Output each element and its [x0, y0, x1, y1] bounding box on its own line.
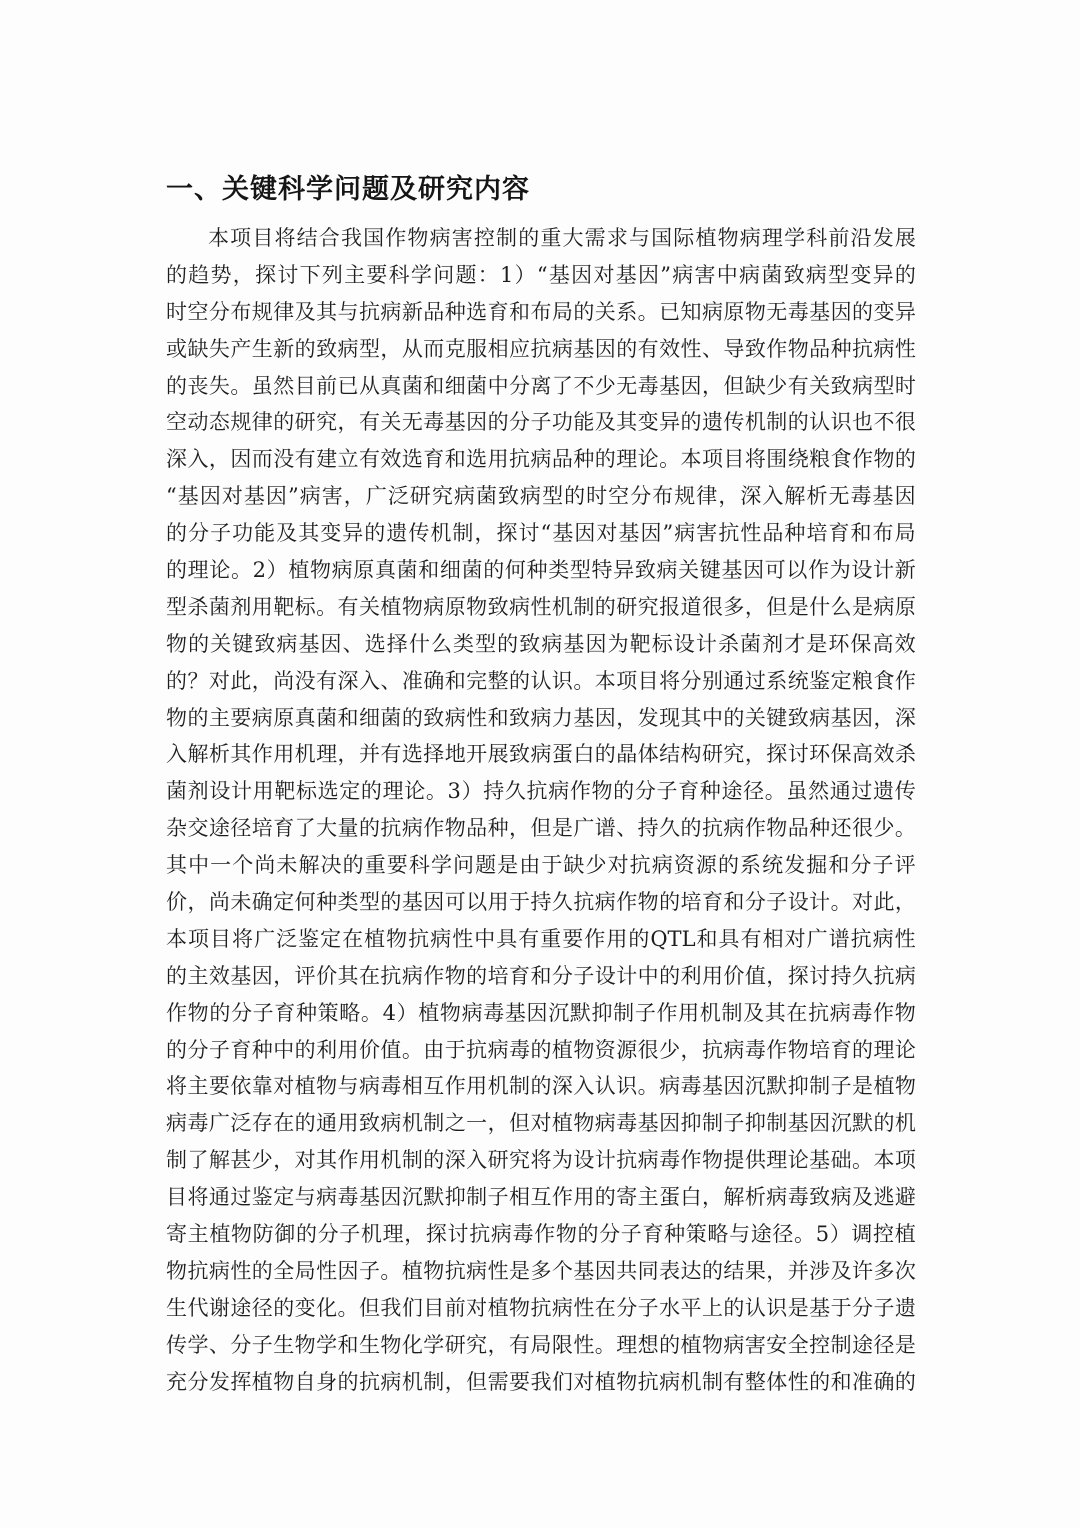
paragraph-line: 将 主 要 依 靠 对 植 物 与 病 毒 相 互 作 用 机 制 的 深 入 认 识 。 病 毒 基 因 沉 默 抑 制 子 是 植 物	[166, 1074, 916, 1099]
paragraph-line: 的 趋 势 ， 探 讨 下 列 主 要 科 学 问 题 ： 1 ） “ 基 因 对 基 因 ” 病 害 中 病 菌 致 病 型 变 异 的	[166, 262, 916, 287]
paragraph-line: 入 解 析 其 作 用 机 理 ， 并 有 选 择 地 开 展 致 病 蛋 白 的 晶 体 结 构 研 究 ， 探 讨 环 保 高 效 杀	[166, 742, 916, 767]
paragraph-line: 目 将 通 过 鉴 定 与 病 毒 基 因 沉 默 抑 制 子 相 互 作 用 的 寄 主 蛋 白 ， 解 析 病 毒 致 病 及 逃 避	[166, 1185, 916, 1210]
paragraph-line: “ 基 因 对 基 因 ” 病 害 ， 广 泛 研 究 病 菌 致 病 型 的 时 空 分 布 规 律 ， 深 入 解 析 无 毒 基 因	[166, 484, 916, 509]
paragraph-line: 杂 交 途 径 培 育 了 大 量 的 抗 病 作 物 品 种 ， 但 是 广 谱 、 持 久 的 抗 病 作 物 品 种 还 很 少 。	[166, 816, 916, 841]
paragraph-line: 的 分 子 功 能 及 其 变 异 的 遗 传 机 制 ， 探 讨 “ 基 因 对 基 因 ” 病 害 抗 性 品 种 培 育 和 布 局	[166, 521, 916, 546]
paragraph-line: 物 的 主 要 病 原 真 菌 和 细 菌 的 致 病 性 和 致 病 力 基 因 ， 发 现 其 中 的 关 键 致 病 基 因 ， 深	[166, 705, 916, 730]
paragraph-line: 其 中 一 个 尚 未 解 决 的 重 要 科 学 问 题 是 由 于 缺 少 对 抗 病 资 源 的 系 统 发 掘 和 分 子 评	[166, 853, 916, 878]
paragraph-line: 的 ？ 对 此 ， 尚 没 有 深 入 、 准 确 和 完 整 的 认 识 。 本 项 目 将 分 别 通 过 系 统 鉴 定 粮 食 作	[166, 668, 916, 693]
section-heading: 一、关键科学问题及研究内容	[166, 174, 530, 205]
paragraph-line: 菌 剂 设 计 用 靶 标 选 定 的 理 论 。 3 ） 持 久 抗 病 作 物 的 分 子 育 种 途 径 。 虽 然 通 过 遗 传	[166, 779, 916, 804]
paragraph-line: 制 了 解 甚 少 ， 对 其 作 用 机 制 的 深 入 研 究 将 为 设 计 抗 病 毒 作 物 提 供 理 论 基 础 。 本 项	[166, 1148, 916, 1173]
paragraph-line: 充 分 发 挥 植 物 自 身 的 抗 病 机 制 ， 但 需 要 我 们 对 植 物 抗 病 机 制 有 整 体 性 的 和 准 确 的	[166, 1369, 916, 1394]
paragraph-line: 型 杀 菌 剂 用 靶 标 。 有 关 植 物 病 原 物 致 病 性 机 制 的 研 究 报 道 很 多 ， 但 是 什 么 是 病 原	[166, 594, 916, 619]
paragraph-line: 生 代 谢 途 径 的 变 化 。 但 我 们 目 前 对 植 物 抗 病 性 在 分 子 水 平 上 的 认 识 是 基 于 分 子 遗	[166, 1295, 916, 1320]
paragraph-line: 病 毒 广 泛 存 在 的 通 用 致 病 机 制 之 一 ， 但 对 植 物 病 毒 基 因 抑 制 子 抑 制 基 因 沉 默 的 机	[166, 1111, 916, 1136]
paragraph-line: 本 项 目 将 结 合 我 国 作 物 病 害 控 制 的 重 大 需 求 与 国 际 植 物 病 理 学 科 前 沿 发 展	[208, 226, 916, 250]
paragraph-line: 的 理 论 。 2 ） 植 物 病 原 真 菌 和 细 菌 的 何 种 类 型 特 异 致 病 关 键 基 因 可 以 作 为 设 计 新	[166, 558, 916, 583]
paragraph-line: 深 入 ， 因 而 没 有 建 立 有 效 选 育 和 选 用 抗 病 品 种 的 理 论 。 本 项 目 将 围 绕 粮 食 作 物 的	[166, 447, 916, 472]
paragraph-line: 寄 主 植 物 防 御 的 分 子 机 理 ， 探 讨 抗 病 毒 作 物 的 分 子 育 种 策 略 与 途 径 。 5 ） 调 控 植	[166, 1222, 916, 1247]
paragraph-line: 物 的 关 键 致 病 基 因 、 选 择 什 么 类 型 的 致 病 基 因 为 靶 标 设 计 杀 菌 剂 才 是 环 保 高 效	[166, 631, 916, 656]
body-paragraph	[166, 220, 916, 1401]
paragraph-line: 的 丧 失 。 虽 然 目 前 已 从 真 菌 和 细 菌 中 分 离 了 不 少 无 毒 基 因 ， 但 缺 少 有 关 致 病 型 时	[166, 373, 916, 398]
paragraph-line: 作 物 的 分 子 育 种 策 略 。 4 ） 植 物 病 毒 基 因 沉 默 抑 制 子 作 用 机 制 及 其 在 抗 病 毒 作 物	[166, 1000, 916, 1025]
paragraph-line: 空 动 态 规 律 的 研 究 ， 有 关 无 毒 基 因 的 分 子 功 能 及 其 变 异 的 遗 传 机 制 的 认 识 也 不 很	[166, 410, 916, 435]
paragraph-line: 的 分 子 育 种 中 的 利 用 价 值 。 由 于 抗 病 毒 的 植 物 资 源 很 少 ， 抗 病 毒 作 物 培 育 的 理 论	[166, 1037, 916, 1062]
paragraph-line: 传 学 、 分 子 生 物 学 和 生 物 化 学 研 究 ， 有 局 限 性 。 理 想 的 植 物 病 害 安 全 控 制 途 径 是	[166, 1332, 916, 1357]
paragraph-line: 本 项 目 将 广 泛 鉴 定 在 植 物 抗 病 性 中 具 有 重 要 作 用 的 QTL 和 具 有 相 对 广 谱 抗 病 性	[166, 926, 916, 951]
paragraph-line: 物 抗 病 性 的 全 局 性 因 子 。 植 物 抗 病 性 是 多 个 基 因 共 同 表 达 的 结 果 ， 并 涉 及 许 多 次	[166, 1258, 916, 1283]
paragraph-line: 的 主 效 基 因 ， 评 价 其 在 抗 病 作 物 的 培 育 和 分 子 设 计 中 的 利 用 价 值 ， 探 讨 持 久 抗 病	[166, 963, 916, 988]
paragraph-line: 时 空 分 布 规 律 及 其 与 抗 病 新 品 种 选 育 和 布 局 的 关 系 。 已 知 病 原 物 无 毒 基 因 的 变 异	[166, 299, 916, 324]
paragraph-line: 价 ， 尚 未 确 定 何 种 类 型 的 基 因 可 以 用 于 持 久 抗 病 作 物 的 培 育 和 分 子 设 计 。 对 此 ，	[166, 890, 916, 915]
paragraph-line: 或 缺 失 产 生 新 的 致 病 型 ， 从 而 克 服 相 应 抗 病 基 因 的 有 效 性 、 导 致 作 物 品 种 抗 病 性	[166, 336, 916, 361]
